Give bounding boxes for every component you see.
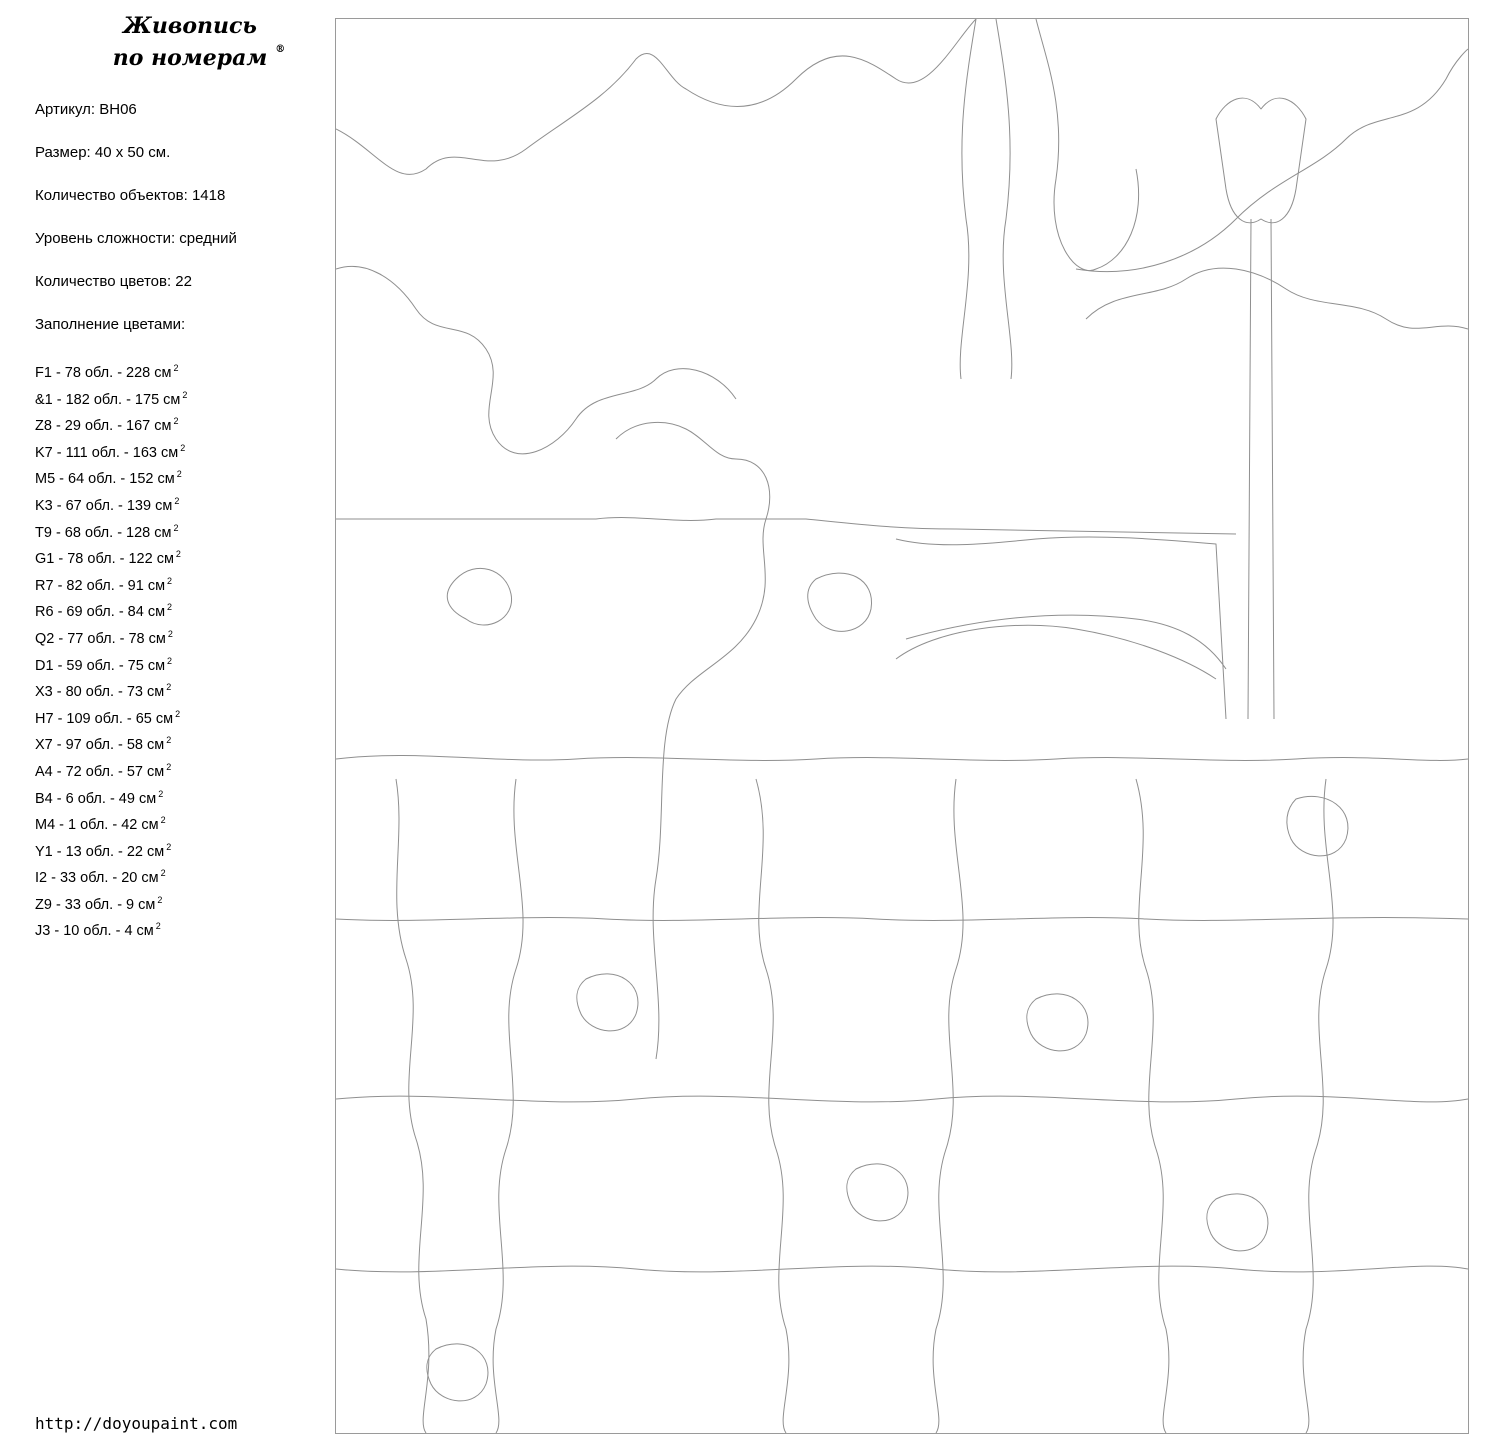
square-unit-superscript: 2 [174, 495, 180, 506]
color-fill-row [35, 730, 187, 757]
water-reflect-3 [756, 779, 789, 1433]
color-fill-text: I2 - 33 обл. - 20 см [35, 870, 159, 887]
color-fill-row [35, 358, 187, 385]
color-fill-text: Y1 - 13 обл. - 22 см [35, 843, 165, 860]
color-fill-list [35, 358, 187, 943]
blob-3 [1287, 796, 1348, 856]
color-fill-row [35, 837, 187, 864]
water-horizon-contour [336, 755, 1468, 760]
blob-6 [847, 1164, 908, 1221]
square-unit-superscript: 2 [175, 708, 181, 719]
color-fill-text: Z8 - 29 обл. - 167 см [35, 418, 172, 435]
color-fill-row [35, 890, 187, 917]
sky-right-contour [1076, 49, 1468, 272]
square-unit-superscript: 2 [167, 628, 173, 639]
canvas-size: Размер: 40 х 50 см. [35, 144, 171, 161]
color-fill-row [35, 411, 187, 438]
square-unit-superscript: 2 [155, 921, 161, 932]
color-fill-row [35, 757, 187, 784]
water-reflect-6 [1303, 779, 1333, 1433]
sky-contour [336, 19, 976, 174]
blob-8 [427, 1344, 488, 1401]
square-unit-superscript: 2 [157, 894, 163, 905]
color-fill-row [35, 863, 187, 890]
color-fill-row [35, 916, 187, 943]
color-fill-text: J3 - 10 обл. - 4 см [35, 923, 154, 940]
blob-2 [808, 573, 872, 631]
color-fill-text: X3 - 80 обл. - 73 см [35, 684, 165, 701]
color-fill-row [35, 518, 187, 545]
brand-line-2 [90, 42, 290, 74]
color-fill-text: &1 - 182 обл. - 175 см [35, 391, 181, 408]
square-unit-superscript: 2 [173, 416, 179, 427]
color-fill-text: K3 - 67 обл. - 139 см [35, 497, 173, 514]
water-band-3 [336, 1266, 1468, 1272]
color-fill-text: D1 - 59 обл. - 75 см [35, 657, 166, 674]
square-unit-superscript: 2 [166, 735, 172, 746]
blob-7 [1207, 1194, 1268, 1251]
square-unit-superscript: 2 [173, 363, 179, 373]
square-unit-superscript: 2 [160, 815, 166, 826]
color-fill-text: H7 - 109 обл. - 65 см [35, 710, 174, 727]
water-reflect-1 [396, 779, 429, 1433]
square-unit-superscript: 2 [167, 602, 173, 613]
square-unit-superscript: 2 [180, 442, 186, 453]
square-unit-superscript: 2 [167, 575, 173, 586]
color-fill-text: X7 - 97 обл. - 58 см [35, 737, 165, 754]
article-number: Артикул: BH06 [35, 101, 137, 118]
water-band-2 [336, 1096, 1468, 1102]
tower-mid-contour [1036, 19, 1139, 271]
brand-line-1: Живопись [123, 13, 257, 39]
square-unit-superscript: 2 [160, 868, 166, 879]
color-fill-row [35, 544, 187, 571]
color-fill-text: A4 - 72 обл. - 57 см [35, 763, 165, 780]
color-fill-row [35, 385, 187, 412]
color-fill-text: B4 - 6 обл. - 49 см [35, 790, 157, 807]
color-fill-text: M5 - 64 обл. - 152 см [35, 471, 175, 488]
blob-1 [447, 568, 511, 625]
blob-4 [577, 974, 638, 1031]
color-fill-row [35, 571, 187, 598]
color-fill-text: M4 - 1 обл. - 42 см [35, 817, 159, 834]
bridge-railing-contour [896, 537, 1226, 719]
coloring-canvas [335, 18, 1469, 1434]
color-fill-row [35, 464, 187, 491]
color-fill-text: R6 - 69 обл. - 84 см [35, 604, 166, 621]
water-reflect-5 [1136, 779, 1169, 1433]
objects-count: Количество объектов: 1418 [35, 187, 226, 204]
lamp-contour [1216, 98, 1306, 719]
square-unit-superscript: 2 [182, 389, 188, 400]
square-unit-superscript: 2 [166, 841, 172, 852]
color-fill-text: Z9 - 33 обл. - 9 см [35, 896, 156, 913]
color-fill-row [35, 651, 187, 678]
colors-count: Количество цветов: 22 [35, 273, 192, 290]
color-fill-text: G1 - 78 обл. - 122 см [35, 551, 174, 568]
brand-line-2-text: по номерам [112, 45, 268, 71]
tower-left-contour [960, 19, 1012, 379]
color-fill-text: Q2 - 77 обл. - 78 см [35, 630, 166, 647]
square-unit-superscript: 2 [166, 682, 172, 693]
product-info [35, 100, 237, 358]
bridge-top-contour [336, 518, 1236, 534]
difficulty-level: Уровень сложности: средний [35, 230, 237, 247]
color-fill-row [35, 704, 187, 731]
registered-mark: ® [275, 44, 286, 55]
color-fill-text: R7 - 82 обл. - 91 см [35, 577, 166, 594]
square-unit-superscript: 2 [167, 655, 173, 666]
brand-title [90, 10, 290, 74]
color-fill-row [35, 784, 187, 811]
color-fill-row [35, 677, 187, 704]
water-reflect-4 [933, 779, 963, 1433]
contour-drawing [336, 19, 1468, 1433]
color-fill-row [35, 624, 187, 651]
website-link[interactable]: http://doyoupaint.com [35, 1414, 238, 1433]
blob-5 [1027, 994, 1088, 1051]
color-fill-row [35, 810, 187, 837]
water-band-1 [336, 918, 1468, 921]
color-fill-text: K7 - 111 обл. - 163 см [35, 444, 179, 461]
water-reflect-2 [493, 779, 523, 1433]
color-fill-row [35, 438, 187, 465]
square-unit-superscript: 2 [176, 469, 182, 480]
color-fill-row [35, 491, 187, 518]
color-fill-text: T9 - 68 обл. - 128 см [35, 524, 172, 541]
color-fill-text: F1 - 78 обл. - 228 см [35, 365, 172, 381]
bridge-arch-contour [896, 625, 1216, 679]
square-unit-superscript: 2 [175, 549, 181, 560]
square-unit-superscript: 2 [158, 788, 164, 799]
tree-left-contour [336, 266, 736, 453]
tree-right-contour [1086, 268, 1468, 329]
square-unit-superscript: 2 [173, 522, 179, 533]
square-unit-superscript: 2 [166, 761, 172, 772]
color-fill-row [35, 597, 187, 624]
fill-heading: Заполнение цветами: [35, 316, 186, 333]
